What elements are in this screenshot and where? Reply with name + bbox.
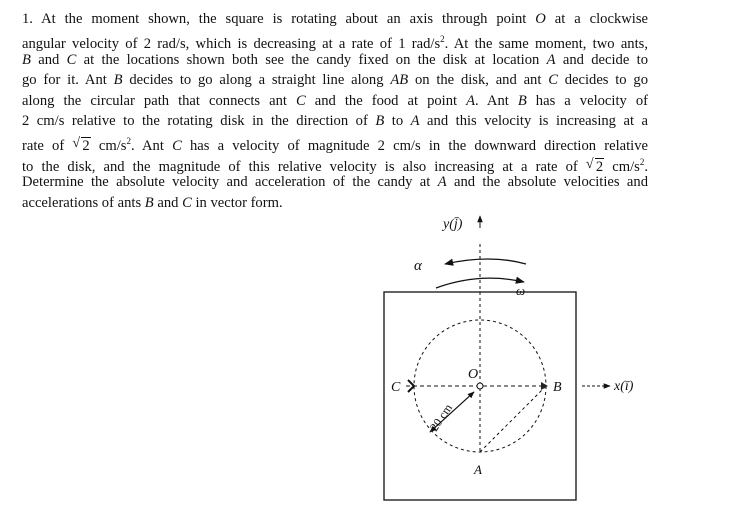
point-o-label: O [468,367,479,382]
rotating-disk-figure [370,206,660,506]
point-b-label: B [553,380,562,395]
problem-statement [22,9,648,213]
problem-line-9: Determine the absolute velocity and acceleration of the candy at A and the absolute velocities and [22,174,648,191]
problem-line-4: go for it. Ant B decides to go along a straight line along AB on the disk, and ant C decides to go [22,72,648,89]
point-a-label: A [474,462,482,477]
problem-line-8: to the disk, and the magnitude of this relative velocity is also increasing at a rate of √ 2 $cm/s^2$. [22,156,649,175]
radius-label: 20 cm [426,401,456,434]
point-c-label: C [391,380,401,395]
problem-line-5: along the circular path that connects ant C and the food at point A. Ant B has a velocity of [22,92,649,109]
problem-line-3: B and C at the locations shown both see the candy fixed on the disk at location A and decide to [22,51,648,68]
problem-line-10: accelerations of ants B and C in vector form. [22,194,283,211]
problem-line-1: 1. At the moment shown, the square is rotating about an axis through point O at a clockwise [22,11,648,27]
chord-ab [480,386,546,452]
y-axis-label: y(j̄) [443,217,463,232]
alpha-arrow [445,259,526,264]
problem-line-7: rate of √ 2 $cm/s^2$. Ant C has a velocity of magnitude 2 cm/s in the downward direction relative [22,136,648,155]
alpha-label: α [414,258,422,274]
ant-b-marker [541,382,548,390]
center-point [477,383,483,389]
problem-line-6: 2 cm/s relative to the rotating disk in the direction of B to A and this velocity is increasing at a [22,112,648,129]
omega-label: ω [516,283,526,298]
problem-line-2: angular velocity of 2 rad/s, which is decreasing at a rate of 1 rad/$s^2$. At the same moment, two ants, [22,34,648,53]
problem-number: 1. [22,11,33,27]
x-axis-label: x(ī) [614,379,634,394]
